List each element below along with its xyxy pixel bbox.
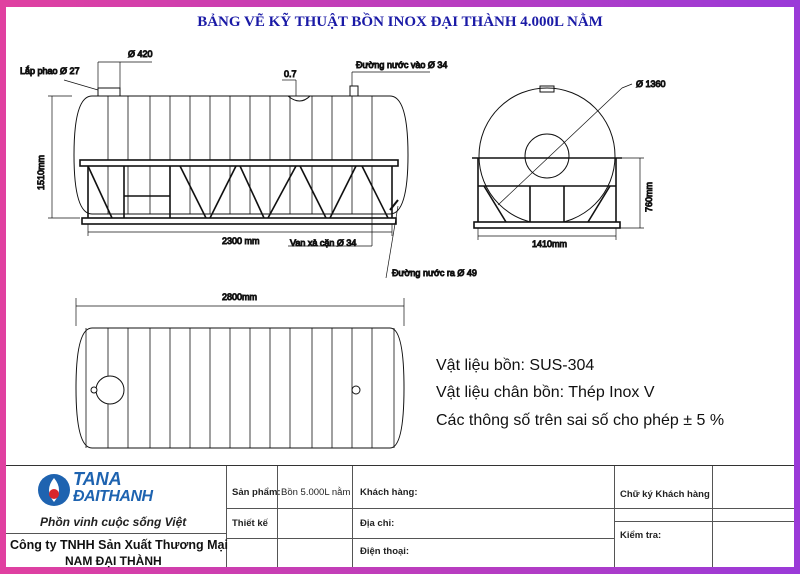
top-length-label: 2800mm <box>222 292 258 302</box>
company-name-line1: Công ty TNHH Sản Xuất Thương Mại <box>10 538 228 552</box>
page-title: BẢNG VẼ KỸ THUẬT BỒN INOX ĐẠI THÀNH 4.000L NẰM <box>197 14 603 30</box>
top-fitting-right <box>352 386 360 394</box>
top-fitting-left <box>91 387 97 393</box>
end-stand <box>472 158 622 228</box>
stand-height-label: 760mm <box>644 181 654 212</box>
diameter-label: Ø 1360 <box>636 79 666 89</box>
end-manhole <box>525 134 569 178</box>
brand-name-top: TANA <box>73 469 122 489</box>
end-top-fitting <box>540 86 554 92</box>
float-valve-label: Lắp phao Ø 27 <box>20 66 80 76</box>
inlet-label: Đường nước vào Ø 34 <box>356 60 448 70</box>
inlet-fitting <box>288 96 310 101</box>
water-drop-logo-icon <box>36 472 72 508</box>
top-manhole <box>96 376 124 404</box>
product-label: Sản phẩm: <box>232 487 281 498</box>
end-width-label: 1410mm <box>532 239 568 249</box>
address-label: Địa chỉ: <box>360 518 395 529</box>
company-name-line2: NAM ĐẠI THÀNH <box>65 554 162 568</box>
customer-label: Khách hàng: <box>360 487 418 498</box>
drain-label: Van xả cặn Ø 34 <box>290 238 357 248</box>
top-dimensions <box>76 298 404 326</box>
spec-tolerance: Các thông số trên sai số cho phép ± 5 % <box>436 412 725 429</box>
top-view <box>76 292 404 448</box>
outlet-label: Đường nước ra Ø 49 <box>392 268 477 278</box>
spec-tank-material: Vật liệu bồn: SUS-304 <box>436 357 595 374</box>
check-label: Kiểm tra: <box>620 530 662 541</box>
design-label: Thiết kế <box>232 518 268 529</box>
side-view <box>20 49 477 278</box>
gap-label: 0.7 <box>284 69 297 79</box>
end-view <box>472 79 666 249</box>
height-label: 1510mm <box>36 154 46 190</box>
product-value: Bồn 5.000L nằm <box>281 487 351 498</box>
brand-name-bottom: ĐAITHANH <box>73 488 153 505</box>
phone-label: Điện thoại: <box>360 546 410 557</box>
inlet-pipe <box>350 86 358 96</box>
manhole-diameter-label: Ø 420 <box>128 49 153 59</box>
spec-stand-material: Vật liệu chân bồn: Thép Inox V <box>436 384 655 401</box>
top-ribs <box>108 328 372 448</box>
customer-signature-label: Chữ ký Khách hàng <box>620 489 710 500</box>
manhole-lid <box>98 88 120 96</box>
slogan: Phồn vinh cuộc sống Việt <box>40 515 187 529</box>
side-length-label: 2300 mm <box>222 236 260 246</box>
